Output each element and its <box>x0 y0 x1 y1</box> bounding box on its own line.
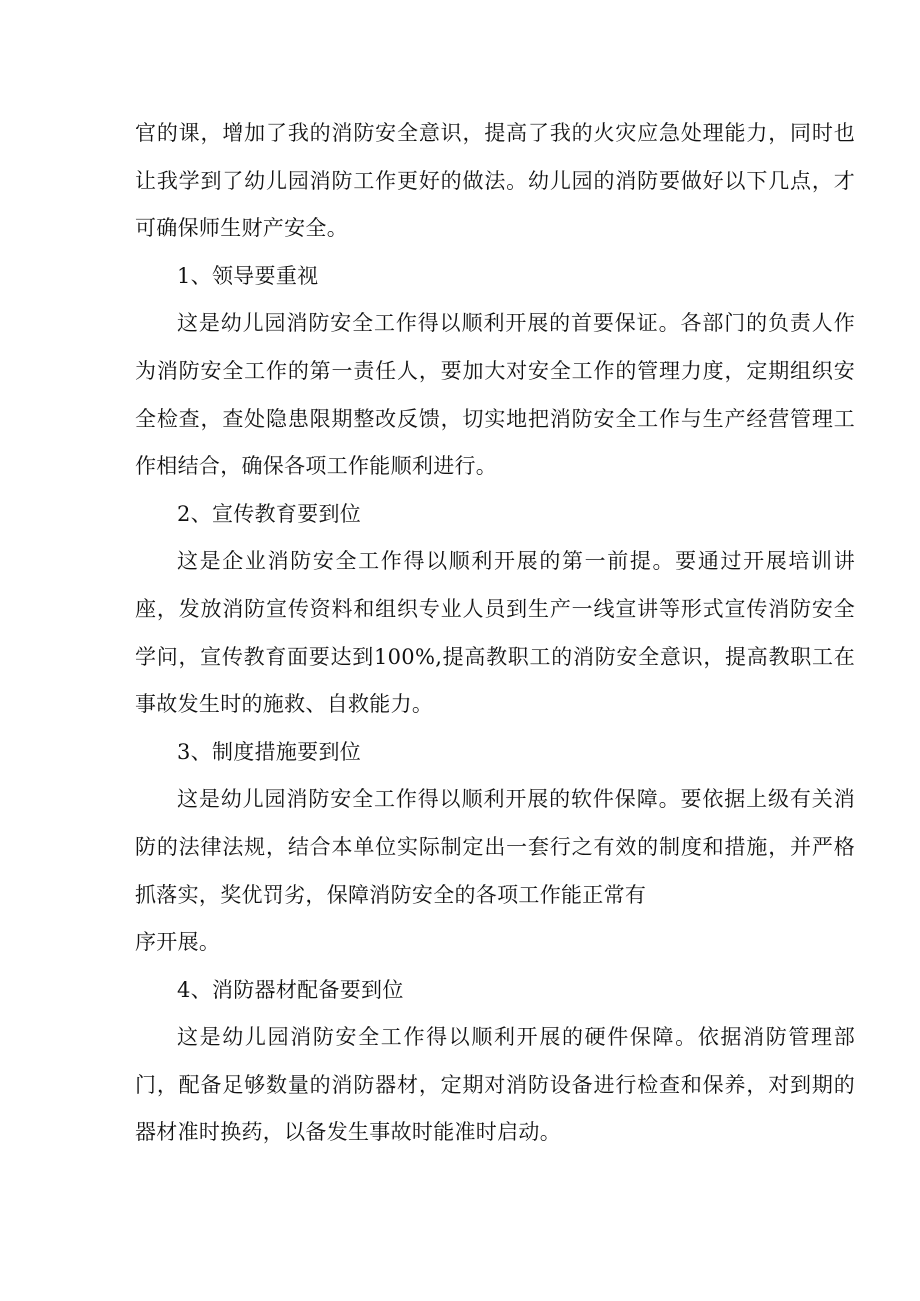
paragraph-leadership: 这是幼儿园消防安全工作得以顺利开展的首要保证。各部门的负责人作为消防安全工作的第一责任人，要加大对安全工作的管理力度，定期组织安全检查，查处隐患限期整改反馈，切实地把消防安全工作与生产经营管理工作相结合，确保各项工作能顺利进行。 <box>135 311 855 479</box>
document-body <box>135 110 855 1157</box>
paragraph-rules <box>135 776 855 966</box>
paragraph-rules-main: 这是幼儿园消防安全工作得以顺利开展的软件保障。要依据上级有关消防的法律法规，结合本单位实际制定出一套行之有效的制度和措施，并严格抓落实，奖优罚劣，保障消防安全的各项工作能正常有 <box>135 787 855 907</box>
section-heading-4: 4、消防器材配备要到位 <box>177 977 404 1002</box>
paragraph-education: 这是企业消防安全工作得以顺利开展的第一前提。要通过开展培训讲座，发放消防宣传资料和组织专业人员到生产一线宣讲等形式宣传消防安全学问，宣传教育面要达到100%,提高教职工的消防安全意识，提高教职工在事故发生时的施救、自救能力。 <box>135 549 855 717</box>
paragraph-continuation: 官的课，增加了我的消防安全意识，提高了我的火灾应急处理能力，同时也让我学到了幼儿园消防工作更好的做法。幼儿园的消防要做好以下几点，才可确保师生财产安全。 <box>135 121 855 241</box>
section-heading-1: 1、领导要重视 <box>177 263 319 288</box>
section-heading-3: 3、制度措施要到位 <box>177 739 362 764</box>
section-heading-2: 2、宣传教育要到位 <box>177 501 362 526</box>
paragraph-equipment: 这是幼儿园消防安全工作得以顺利开展的硬件保障。依据消防管理部门，配备足够数量的消防器材，定期对消防设备进行检查和保养，对到期的器材准时换药，以备发生事故时能准时启动。 <box>135 1025 855 1145</box>
paragraph-rules-tail: 序开展。 <box>135 930 221 955</box>
